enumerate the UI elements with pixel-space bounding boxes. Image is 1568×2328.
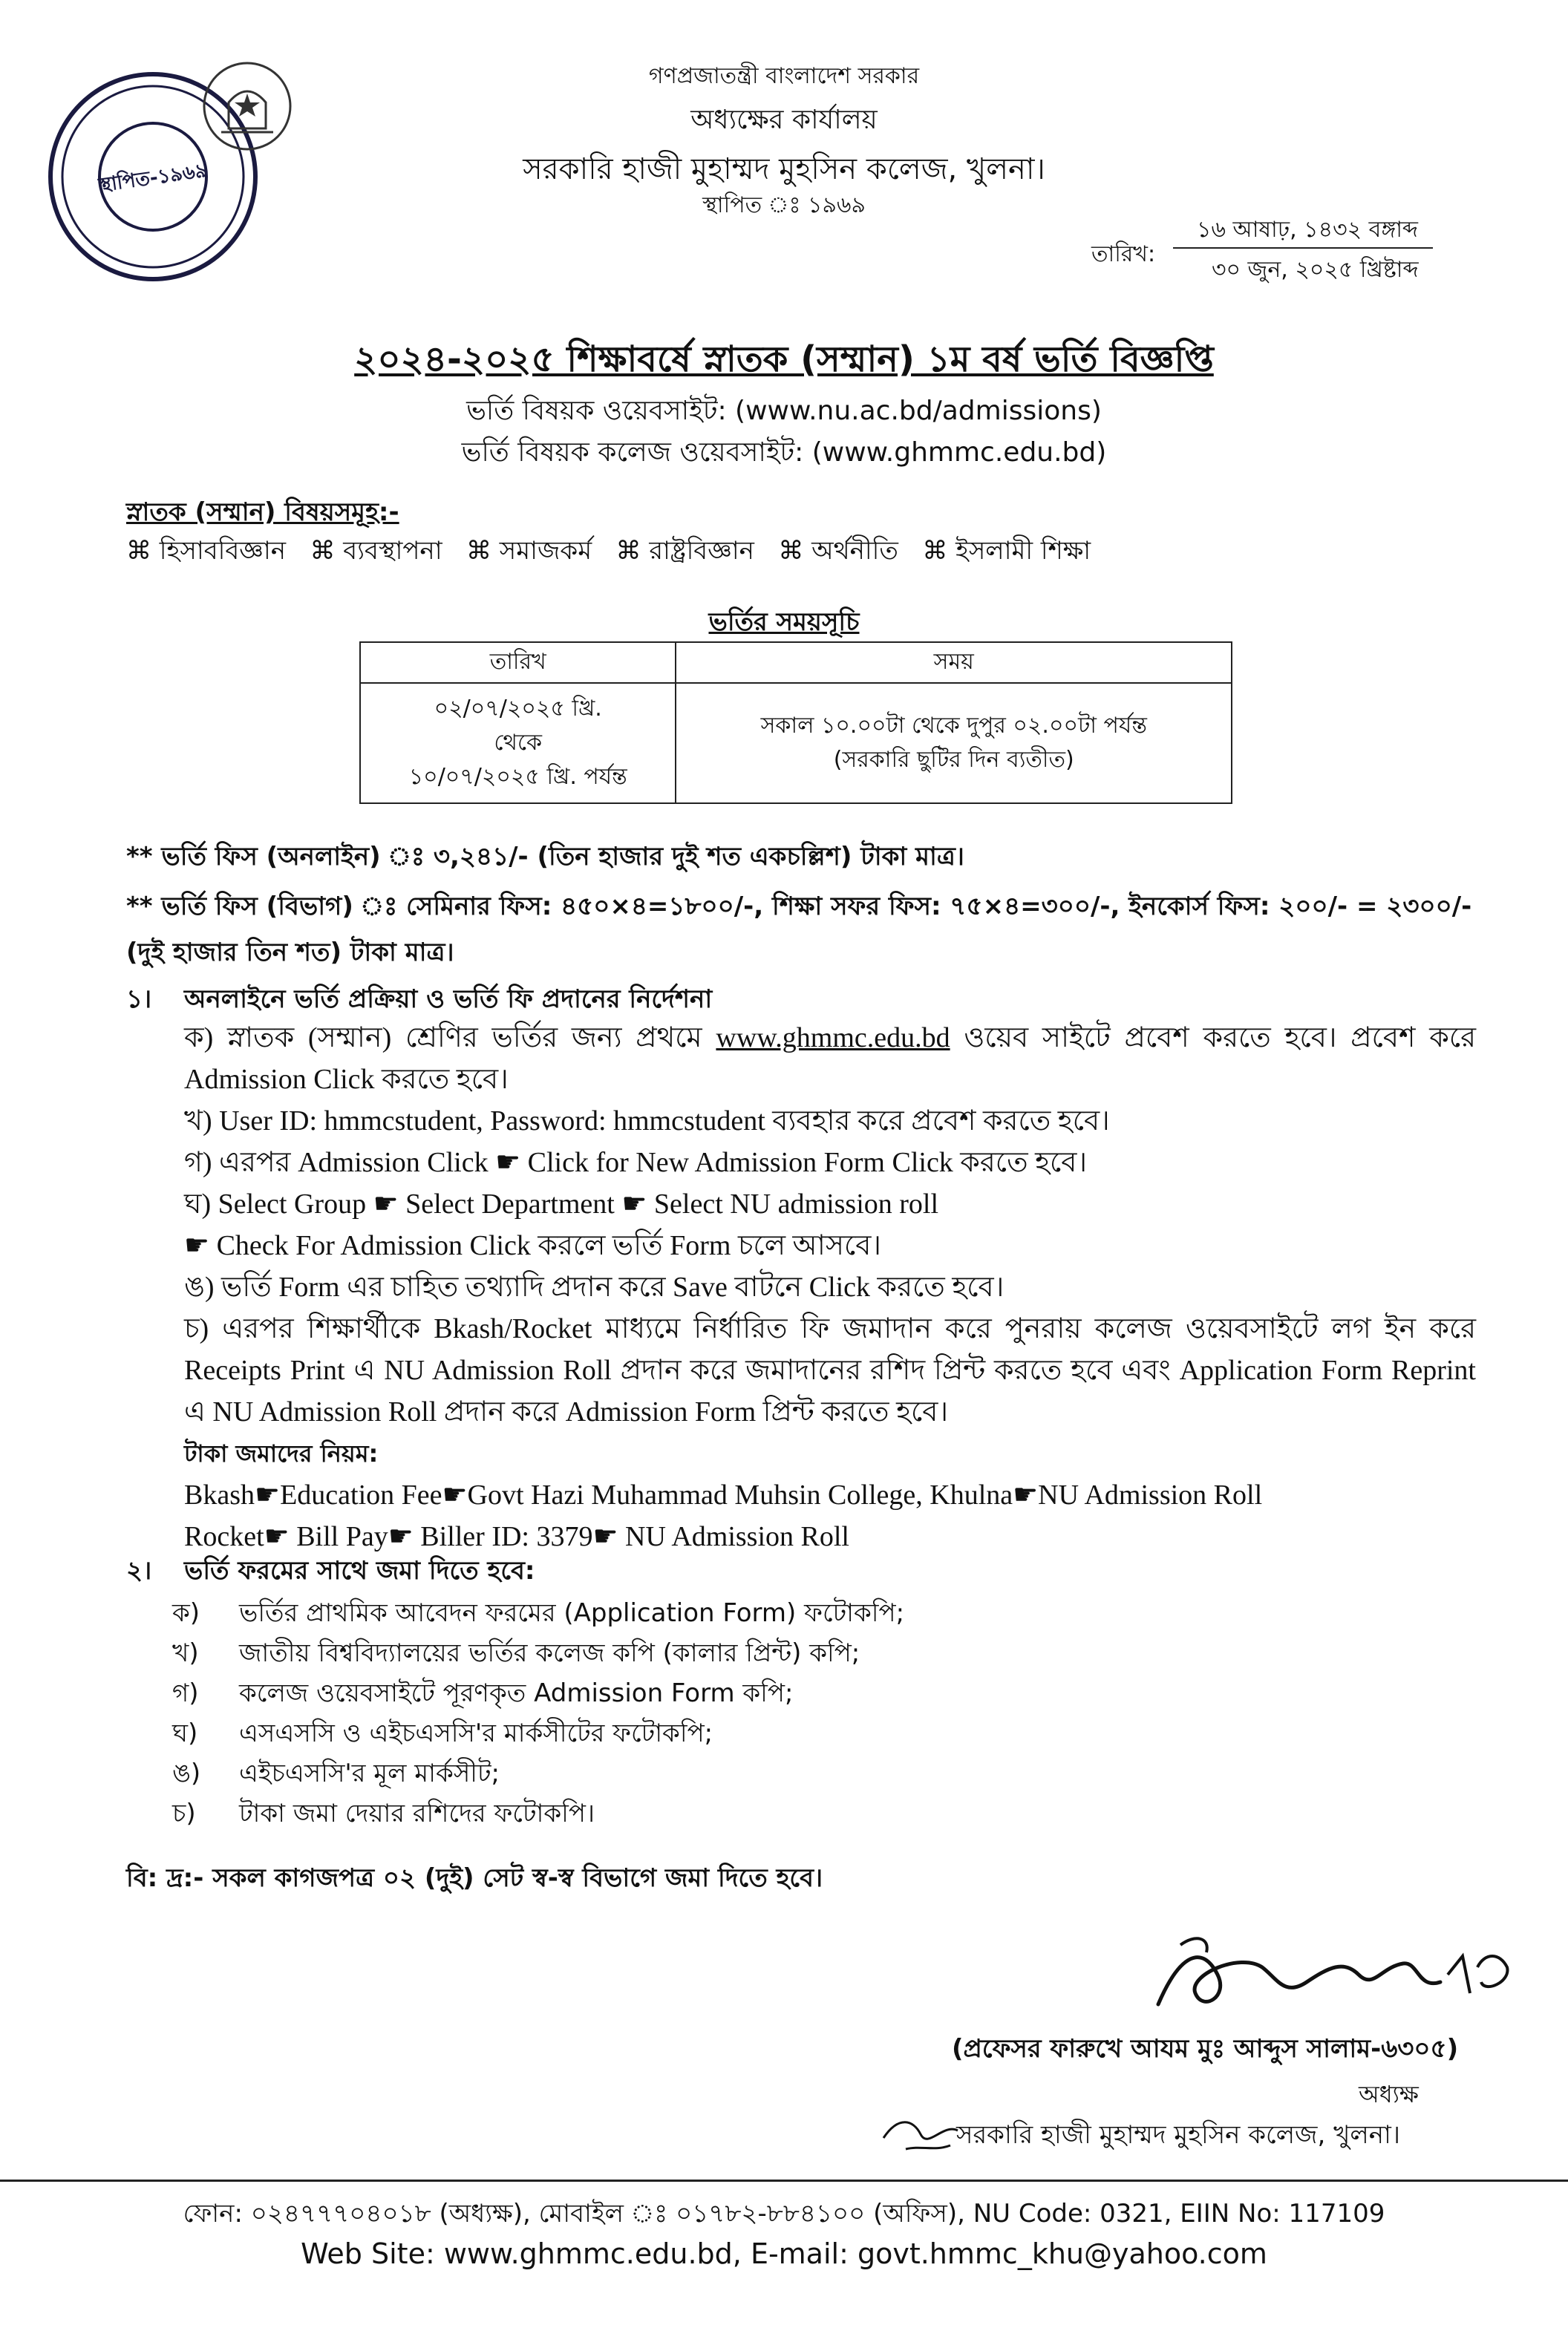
rocket-method: Rocket☛ Bill Pay☛ Biller ID: 3379☛ NU Admission Roll: [184, 1521, 849, 1552]
date-divider: [1173, 247, 1433, 249]
time-note: (সরকারি ছুটির দিন ব্যতীত): [833, 747, 1074, 773]
schedule-heading: ভর্তির সময়সূচি: [708, 607, 860, 637]
date-label: তারিখ:: [1091, 241, 1156, 267]
svg-text:স্থাপিত-১৯৬৯: স্থাপিত-১৯৬৯: [97, 159, 209, 197]
subject-item: ⌘ অর্থনীতি: [778, 536, 898, 566]
subject-item: ⌘ ব্যবস্থাপনা: [310, 536, 442, 566]
step-ka: ক) স্নাতক (সম্মান) শ্রেণির ভর্তির জন্য প্রথমে www.ghmmc.edu.bd ওয়েব সাইটে প্রবেশ করতে হবে। প্রবেশ করে Admission Click করতে হবে।: [184, 1022, 1477, 1095]
subject-item: ⌘ ইসলামী শিক্ষা: [922, 536, 1091, 566]
subjects-list: [126, 532, 1091, 574]
date-from: ০২/০৭/২০২৫ খ্রি.: [434, 696, 602, 722]
footer-divider: [0, 2180, 1568, 2182]
section-1-number: ১।: [126, 984, 152, 1014]
date-mid: থেকে: [494, 730, 543, 756]
time-main: সকাল ১০.০০টা থেকে দুপুর ০২.০০টা পর্যন্ত: [760, 713, 1147, 739]
date-bangla: ১৬ আষাঢ়, ১৪৩২ বঙ্গাব্দ: [1197, 217, 1419, 243]
office-name: অধ্যক্ষের কার্যালয়: [690, 105, 878, 135]
list-item: চ) টাকা জমা দেয়ার রশিদের ফটোকপি।: [172, 1799, 595, 1828]
dept-fee: ** ভর্তি ফিস (বিভাগ) ঃ সেমিনার ফিস: ৪৫০×৪=১৮০০/-, শিক্ষা সফর ফিস: ৭৫×৪=৩০০/-, ইনকোর্স ফিস: ২০০/- = ২৩০০/- (দুই হাজার তিন শত) টাকা মাত্র।: [126, 892, 1472, 967]
list-item: খ) জাতীয় বিশ্ববিদ্যালয়ের ভর্তির কলেজ কপি (কালার প্রিন্ট) কপি;: [172, 1638, 860, 1668]
section-1-heading: [126, 980, 712, 1022]
schedule-col-time: সময়: [676, 642, 1232, 683]
list-item: ক) ভর্তির প্রাথমিক আবেদন ফরমের (Application Form) ফটোকপি;: [172, 1598, 905, 1628]
govt-name: গণপ্রজাতন্ত্রী বাংলাদেশ সরকার: [648, 63, 920, 89]
step-kha: খ) User ID: hmmcstudent, Password: hmmcstudent ব্যবহার করে প্রবেশ করতে হবে।: [184, 1105, 1110, 1137]
principal-designation: অধ্যক্ষ: [1359, 2080, 1419, 2108]
schedule-col-date: তারিখ: [360, 642, 676, 683]
list-item: ঙ) এইচএসসি'র মূল মার্কসীট;: [172, 1759, 500, 1788]
list-item: গ) কলেজ ওয়েবসাইটে পূরণকৃত Admission Form কপি;: [172, 1678, 794, 1708]
required-documents: [172, 1593, 904, 1834]
section-2-heading: [126, 1552, 535, 1594]
schedule-date-cell: [360, 683, 676, 803]
date-to: ১০/০৭/২০২৫ খ্রি. পর্যন্ত: [408, 764, 627, 790]
payment-heading: টাকা জমাদের নিয়ম:: [184, 1439, 379, 1468]
notice-title: ২০২৪-২০২৫ শিক্ষাবর্ষে স্নাতক (সম্মান) ১ম বর্ষ ভর্তি বিজ্ঞপ্তি: [354, 339, 1214, 380]
established: স্থাপিত ঃ ১৯৬৯: [702, 192, 866, 218]
schedule-table: [359, 641, 1232, 804]
section-2-title: ভর্তি ফরমের সাথে জমা দিতে হবে:: [184, 1556, 535, 1586]
section-2-number: ২।: [126, 1556, 152, 1586]
college-name: সরকারি হাজী মুহাম্মদ মুহসিন কলেজ, খুলনা।: [523, 152, 1045, 186]
footer-web: Web Site: www.ghmmc.edu.bd, E-mail: govt.hmmc_khu@yahoo.com: [301, 2237, 1267, 2270]
footer-contact: ফোন: ০২৪৭৭৭০৪০১৮ (অধ্যক্ষ), মোবাইল ঃ ০১৭৮২-৮৮৪১০০ (অফিস), NU Code: 0321, EIIN No: 117109: [183, 2199, 1385, 2229]
principal-name: (প্রফেসর ফারুখে আযম মুঃ আব্দুস সালাম-৬৩০৫): [952, 2034, 1459, 2064]
schedule-time-cell: [676, 683, 1232, 803]
principal-institution: সরকারি হাজী মুহাম্মদ মুহসিন কলেজ, খুলনা।: [956, 2120, 1401, 2150]
subject-item: ⌘ সমাজকর্ম: [466, 536, 592, 566]
nu-website: ভর্তি বিষয়ক ওয়েবসাইট: (www.nu.ac.bd/admissions): [466, 396, 1102, 426]
online-fee: ** ভর্তি ফিস (অনলাইন) ঃ ৩,২৪১/- (তিন হাজার দুই শত একচল্লিশ) টাকা মাত্র।: [126, 842, 964, 872]
step-gha: ঘ) Select Group ☛ Select Department ☛ Select NU admission roll: [184, 1188, 939, 1220]
list-item: ঘ) এসএসসি ও এইচএসসি'র মার্কসীটের ফটোকপি;: [172, 1719, 713, 1748]
initial-signature: [876, 2108, 965, 2160]
step-ca: চ) এরপর শিক্ষার্থীকে Bkash/Rocket মাধ্যমে নির্ধারিত ফি জমাদান করে পুনরায় কলেজ ওয়েবসাইটে লগ ইন করে Receipts Print এ NU Admission Roll প্রদান করে জমাদানের রশিদ প্রিন্ট করতে হবে এবং Application Form Reprint এ NU Admission Roll প্রদান করে Admission Form প্রিন্ট করতে হবে।: [184, 1313, 1476, 1428]
online-steps: [184, 1017, 1476, 1557]
subject-item: ⌘ হিসাববিজ্ঞান: [126, 536, 286, 566]
college-website-link[interactable]: www.ghmmc.edu.bd: [716, 1022, 950, 1053]
section-1-title: অনলাইনে ভর্তি প্রক্রিয়া ও ভর্তি ফি প্রদানের নির্দেশনা: [184, 984, 713, 1014]
bkash-method: Bkash☛Education Fee☛Govt Hazi Muhammad Muhsin College, Khulna☛NU Admission Roll: [184, 1479, 1263, 1511]
principal-signature: [1136, 1923, 1522, 2034]
note: বি: দ্র:- সকল কাগজপত্র ০২ (দুই) সেট স্ব-স্ব বিভাগে জমা দিতে হবে।: [126, 1863, 823, 1893]
step-ga: গ) এরপর Admission Click ☛ Click for New Admission Form Click করতে হবে।: [184, 1147, 1088, 1178]
subjects-heading: স্নাতক (সম্মান) বিষয়সমূহ:-: [126, 497, 399, 527]
step-uo: ঙ) ভর্তি Form এর চাহিত তথ্যাদি প্রদান করে Save বাটনে Click করতে হবে।: [184, 1272, 1004, 1303]
college-website: ভর্তি বিষয়ক কলেজ ওয়েবসাইট: (www.ghmmc.edu.bd): [461, 437, 1107, 468]
step-gha-cont: ☛ Check For Admission Click করলে ভর্তি Form চলে আসবে।: [184, 1230, 881, 1261]
date-english: ৩০ জুন, ২০২৫ খ্রিষ্টাব্দ: [1212, 257, 1419, 283]
subject-item: ⌘ রাষ্ট্রবিজ্ঞান: [615, 536, 754, 566]
